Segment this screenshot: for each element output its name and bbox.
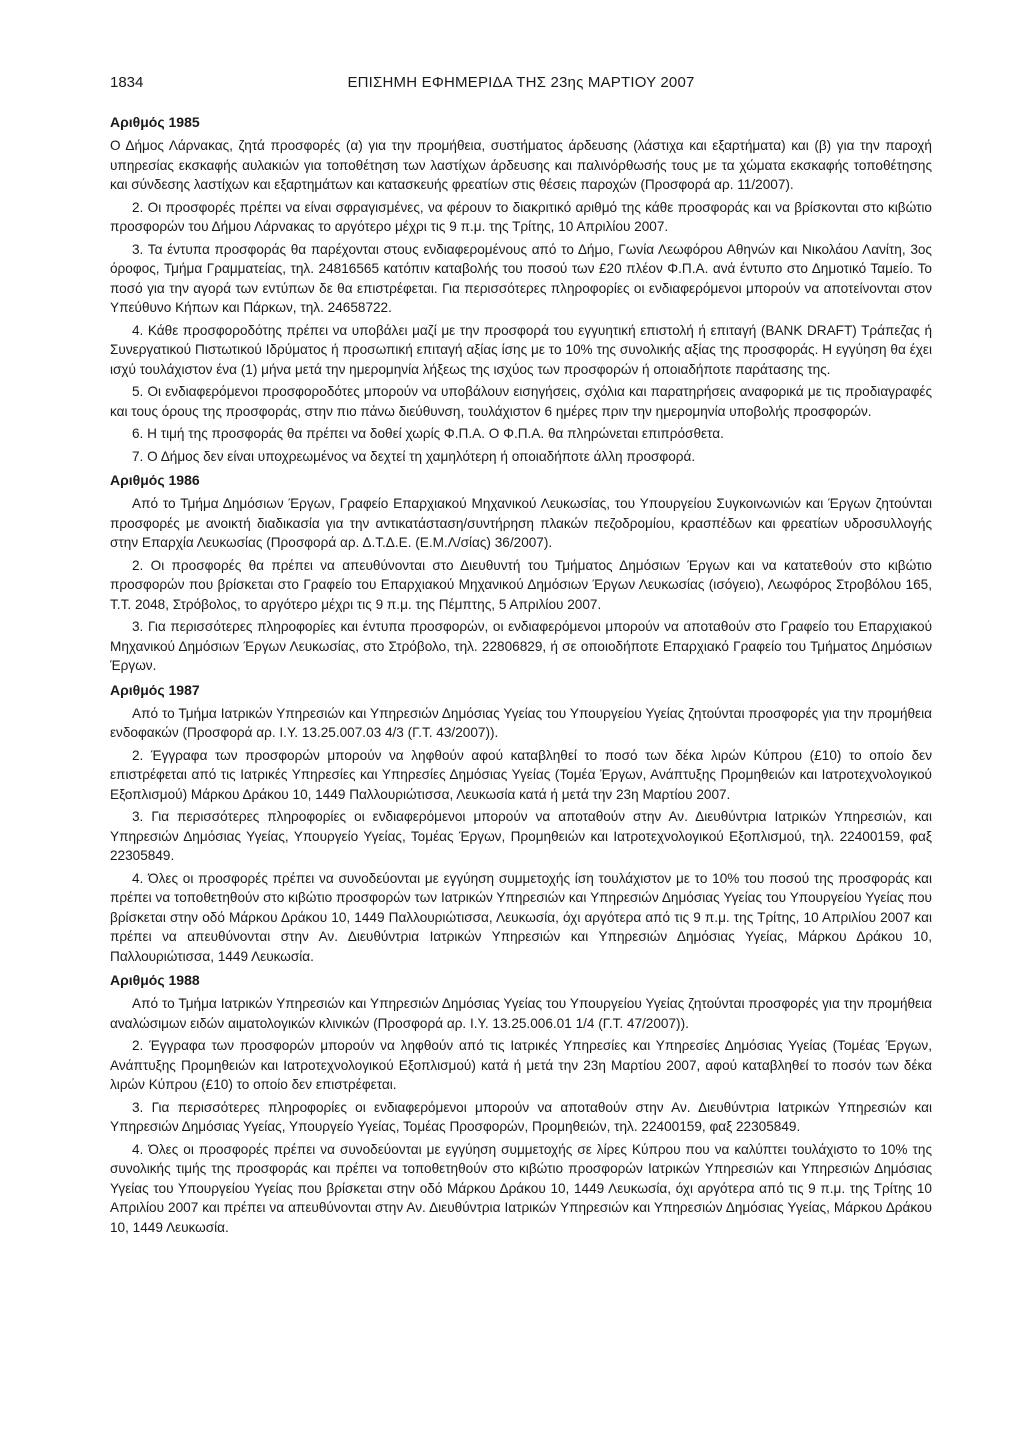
notice-paragraph: Ο Δήμος Λάρνακας, ζητά προσφορές (α) για την προμήθεια, συστήματος άρδευσης (λάστιχα και εξαρτήματα) και (β) για την παροχή υπηρεσίας εκσκαφής αυλακιών για τοποθέτηση των λαστίχων άρδευσης και παλινόρθωσής τους με τα χώματα εκσκαφής τοποθέτησης και σύνδεσης λαστίχων και εξαρτημάτων και κατασκευής φρεατίων στις θέσεις παροχών (Προσφορά αρ. 11/2007). [110,138,932,192]
notice-paragraph: 4. Κάθε προσφοροδότης πρέπει να υποβάλει μαζί με την προσφορά του εγγυητική επιστολή ή επιταγή (BANK DRAFT) Τράπεζας ή Συνεργατικού Πιστωτικού Ιδρύματος ή προσωπική επιταγή αξίας ίσης με το 10% της συνολικής αξίας της προσφοράς. Η εγγύηση θα έχει ισχύ τουλάχιστον ένα (1) μήνα μετά την ημερομηνία λήξεως της ισχύος των προσφορών ή οποιαδήποτε παράτασης της. [110,322,932,377]
notice-paragraph: 5. Οι ενδιαφερόμενοι προσφοροδότες μπορούν να υποβάλουν εισηγήσεις, σχόλια και παρατηρήσεις αναφορικά με τις προδιαγραφές και τους όρους της προσφοράς, στην πιο πάνω διεύθυνση, τουλάχιστον 6 ημέρες πριν την ημερομηνία υποβολής προσφορών. [110,384,932,419]
notice-heading: Αριθμός 1987 [110,681,200,698]
notice-paragraph: Από το Τμήμα Ιατρικών Υπηρεσιών και Υπηρεσιών Δημόσιας Υγείας του Υπουργείου Υγείας ζητούνται προσφορές για την προμήθεια ενδοφακών (Προσφορά αρ. Ι.Υ. 13.25.007.03 4/3 (Γ.Τ. 43/2007)). [110,705,932,740]
page-number: 1834 [110,74,144,91]
notice-heading: Αριθμός 1986 [110,472,200,488]
notice-heading: Αριθμός 1985 [110,114,200,130]
gazette-page [110,74,932,1240]
notice-paragraph: 4. Όλες οι προσφορές πρέπει να συνοδεύονται με εγγύηση συμμετοχής ίση τουλάχιστον με το 10% του ποσού της προσφοράς και πρέπει να τοποθετηθούν στο κιβώτιο προσφορών των Ιατρικών Υπηρεσιών και Υπηρεσιών Δημόσιας Υγείας του Υπουργείου Υγείας που βρίσκεται στην οδό Μάρκου Δράκου 10, 1449 Παλλουριώτισσα, Λευκωσία, όχι αργότερα από τις 9 π.μ. της Τρίτης, 10 Απριλίου 2007 και πρέπει να απευθύνονται στην Αν. Διευθύντρια Ιατρικών Υπηρεσιών και Υπηρεσιών Δημόσιας Υγείας, Μάρκου Δράκου 10, Παλλουριώτισσα, 1449 Λευκωσία. [110,870,932,964]
notice-paragraph: 3. Για περισσότερες πληροφορίες οι ενδιαφερόμενοι μπορούν να αποταθούν στην Αν. Διευθύντρια Ιατρικών Υπηρεσιών και Υπηρεσιών Δημόσιας Υγείας, Υπουργείο Υγείας, Τομέας Προσφορών, Προμηθειών, τηλ. 22400159, φαξ 22305849. [110,1099,932,1134]
notice-paragraph: Από το Τμήμα Ιατρικών Υπηρεσιών και Υπηρεσιών Δημόσιας Υγείας του Υπουργείου Υγείας ζητούνται προσφορές για την προμήθεια αναλώσιμων ειδών αιματολογικών κλινικών (Προσφορά αρ. Ι.Υ. 13.25.006.01 1/4 (Γ.Τ. 47/2007)). [110,996,932,1031]
notice-paragraph: 2. Έγγραφα των προσφορών μπορούν να ληφθούν από τις Ιατρικές Υπηρεσίες και Υπηρεσίες Δημόσιας Υγείας (Τομέας Έργων, Ανάπτυξης Προμηθειών και Ιατροτεχνολογικού Εξοπλισμού) κατά ή μετά την 23η Μαρτίου 2007, αφού καταβληθεί το ποσόν των δέκα λιρών Κύπρου (£10) το οποίο δεν επιστρέφεται. [110,1038,932,1092]
running-header [110,74,932,102]
notice-paragraph: 3. Για περισσότερες πληροφορίες και έντυπα προσφορών, οι ενδιαφερόμενοι μπορούν να αποταθούν στο Γραφείο του Επαρχιακού Μηχανικού Δημόσιων Έργων Λευκωσίας, στο Στρόβολο, τηλ. 22806829, ή σε οποιοδήποτε Επαρχιακό Γραφείο του Τμήματος Δημόσιων Έργων. [110,619,932,673]
notice-paragraph: 2. Οι προσφορές θα πρέπει να απευθύνονται στο Διευθυντή του Τμήματος Δημόσιων Έργων και να κατατεθούν στο κιβώτιο προσφορών που βρίσκεται στο Γραφείο του Επαρχιακού Μηχανικού Δημόσιων Έργων Λευκωσίας (ισόγειο), Λεωφόρος Στροβόλου 165, Τ.Τ. 2048, Στρόβολος, το αργότερο μέχρι τις 9 π.μ. της Πέμπτης, 5 Απριλίου 2007. [110,557,932,612]
notice-heading: Αριθμός 1988 [110,972,200,988]
notice-paragraph: Από το Τμήμα Δημόσιων Έργων, Γραφείο Επαρχιακού Μηχανικού Λευκωσίας, του Υπουργείου Συγκοινωνιών και Έργων ζητούνται προσφορές με ανοικτή διαδικασία για την αντικατάσταση/συντήρηση πλακών πεζοδρομίου, κρασπέδων και φρεατίων υδροσυλλογής στην Επαρχία Λευκωσίας (Προσφορά αρ. Δ.Τ.Δ.Ε. (Ε.Μ.Λ/σίας) 36/2007). [110,496,932,550]
notice-1988 [110,970,932,1237]
notice-paragraph: 2. Οι προσφορές πρέπει να είναι σφραγισμένες, να φέρουν το διακριτικό αριθμό της κάθε προσφοράς και να βρίσκονται στο κιβώτιο προσφορών του Δήμου Λάρνακας το αργότερο μέχρι τις 9 π.μ. της Τρίτης, 10 Απριλίου 2007. [110,199,932,234]
notice-paragraph: 7. Ο Δήμος δεν είναι υποχρεωμένος να δεχτεί τη χαμηλότερη ή οποιαδήποτε άλλη προσφορά. [132,448,696,464]
notice-1985 [110,112,932,466]
notice-paragraph: 3. Για περισσότερες πληροφορίες οι ενδιαφερόμενοι μπορούν να αποταθούν στην Αν. Διευθύντρια Ιατρικών Υπηρεσιών, και Υπηρεσιών Δημόσιας Υγείας, Υπουργείο Υγείας, Τομέας Έργων, Προμηθειών και Ιατροτεχνολογικού Εξοπλισμού, τηλ. 22400159, φαξ 22305849. [110,809,932,863]
gazette-title: ΕΠΙΣΗΜΗ ΕΦΗΜΕΡΙΔΑ ΤΗΣ 23ης ΜΑΡΤΙΟΥ 2007 [347,74,695,91]
notice-1987 [110,680,932,967]
notice-1986 [110,470,932,676]
notice-paragraph: 4. Όλες οι προσφορές πρέπει να συνοδεύονται με εγγύηση συμμετοχής σε λίρες Κύπρου που να καλύπτει τουλάχιστο το 10% της συνολικής τιμής της προσφοράς και πρέπει να τοποθετηθούν στο κιβώτιο προσφορών Ιατρικών Υπηρεσιών και Υπηρεσιών Δημόσιας Υγείας του Υπουργείου Υγείας που βρίσκεται στην οδό Μάρκου Δράκου 10, 1449 Λευκωσία, όχι αργότερα από τις 9 π.μ. της Τρίτης 10 Απριλίου 2007 και πρέπει να απευθύνονται στην Αν. Διευθύντρια Ιατρικών Υπηρεσιών και Υπηρεσιών Δημόσιας Υγείας, Μάρκου Δράκου 10, 1449 Λευκωσία. [110,1141,932,1235]
notice-paragraph: 6. Η τιμή της προσφοράς θα πρέπει να δοθεί χωρίς Φ.Π.Α. Ο Φ.Π.Α. θα πληρώνεται επιπρόσθετα. [132,426,724,441]
notice-paragraph: 2. Έγγραφα των προσφορών μπορούν να ληφθούν αφού καταβληθεί το ποσό των δέκα λιρών Κύπρου (£10) το οποίο δεν επιστρέφεται από τις Ιατρικές Υπηρεσίες και Υπηρεσίες Δημόσιας Υγείας (Τομέα Έργων, Ανάπτυξης Προμηθειών και Ιατροτεχνολογικού Εξοπλισμού) Μάρκου Δράκου 10, 1449 Παλλουριώτισσα, Λευκωσία κατά ή μετά την 23η Μαρτίου 2007. [110,747,932,802]
notice-paragraph: 3. Τα έντυπα προσφοράς θα παρέχονται στους ενδιαφερομένους από το Δήμο, Γωνία Λεωφόρου Αθηνών και Νικολάου Λανίτη, 3ος όροφος, Τμήμα Γραμματείας, τηλ. 24816565 κατόπιν καταβολής του ποσού των £20 πλέον Φ.Π.Α. ανά έντυπο στο Δημοτικό Ταμείο. Το ποσό για την αγορά των εντύπων δε θα επιστρέφεται. Για περισσότερες πληροφορίες οι ενδιαφερόμενοι μπορούν να αποτείνονται στον Υπεύθυνο Κήπων και Πάρκων, τηλ. 24658722. [110,241,932,315]
